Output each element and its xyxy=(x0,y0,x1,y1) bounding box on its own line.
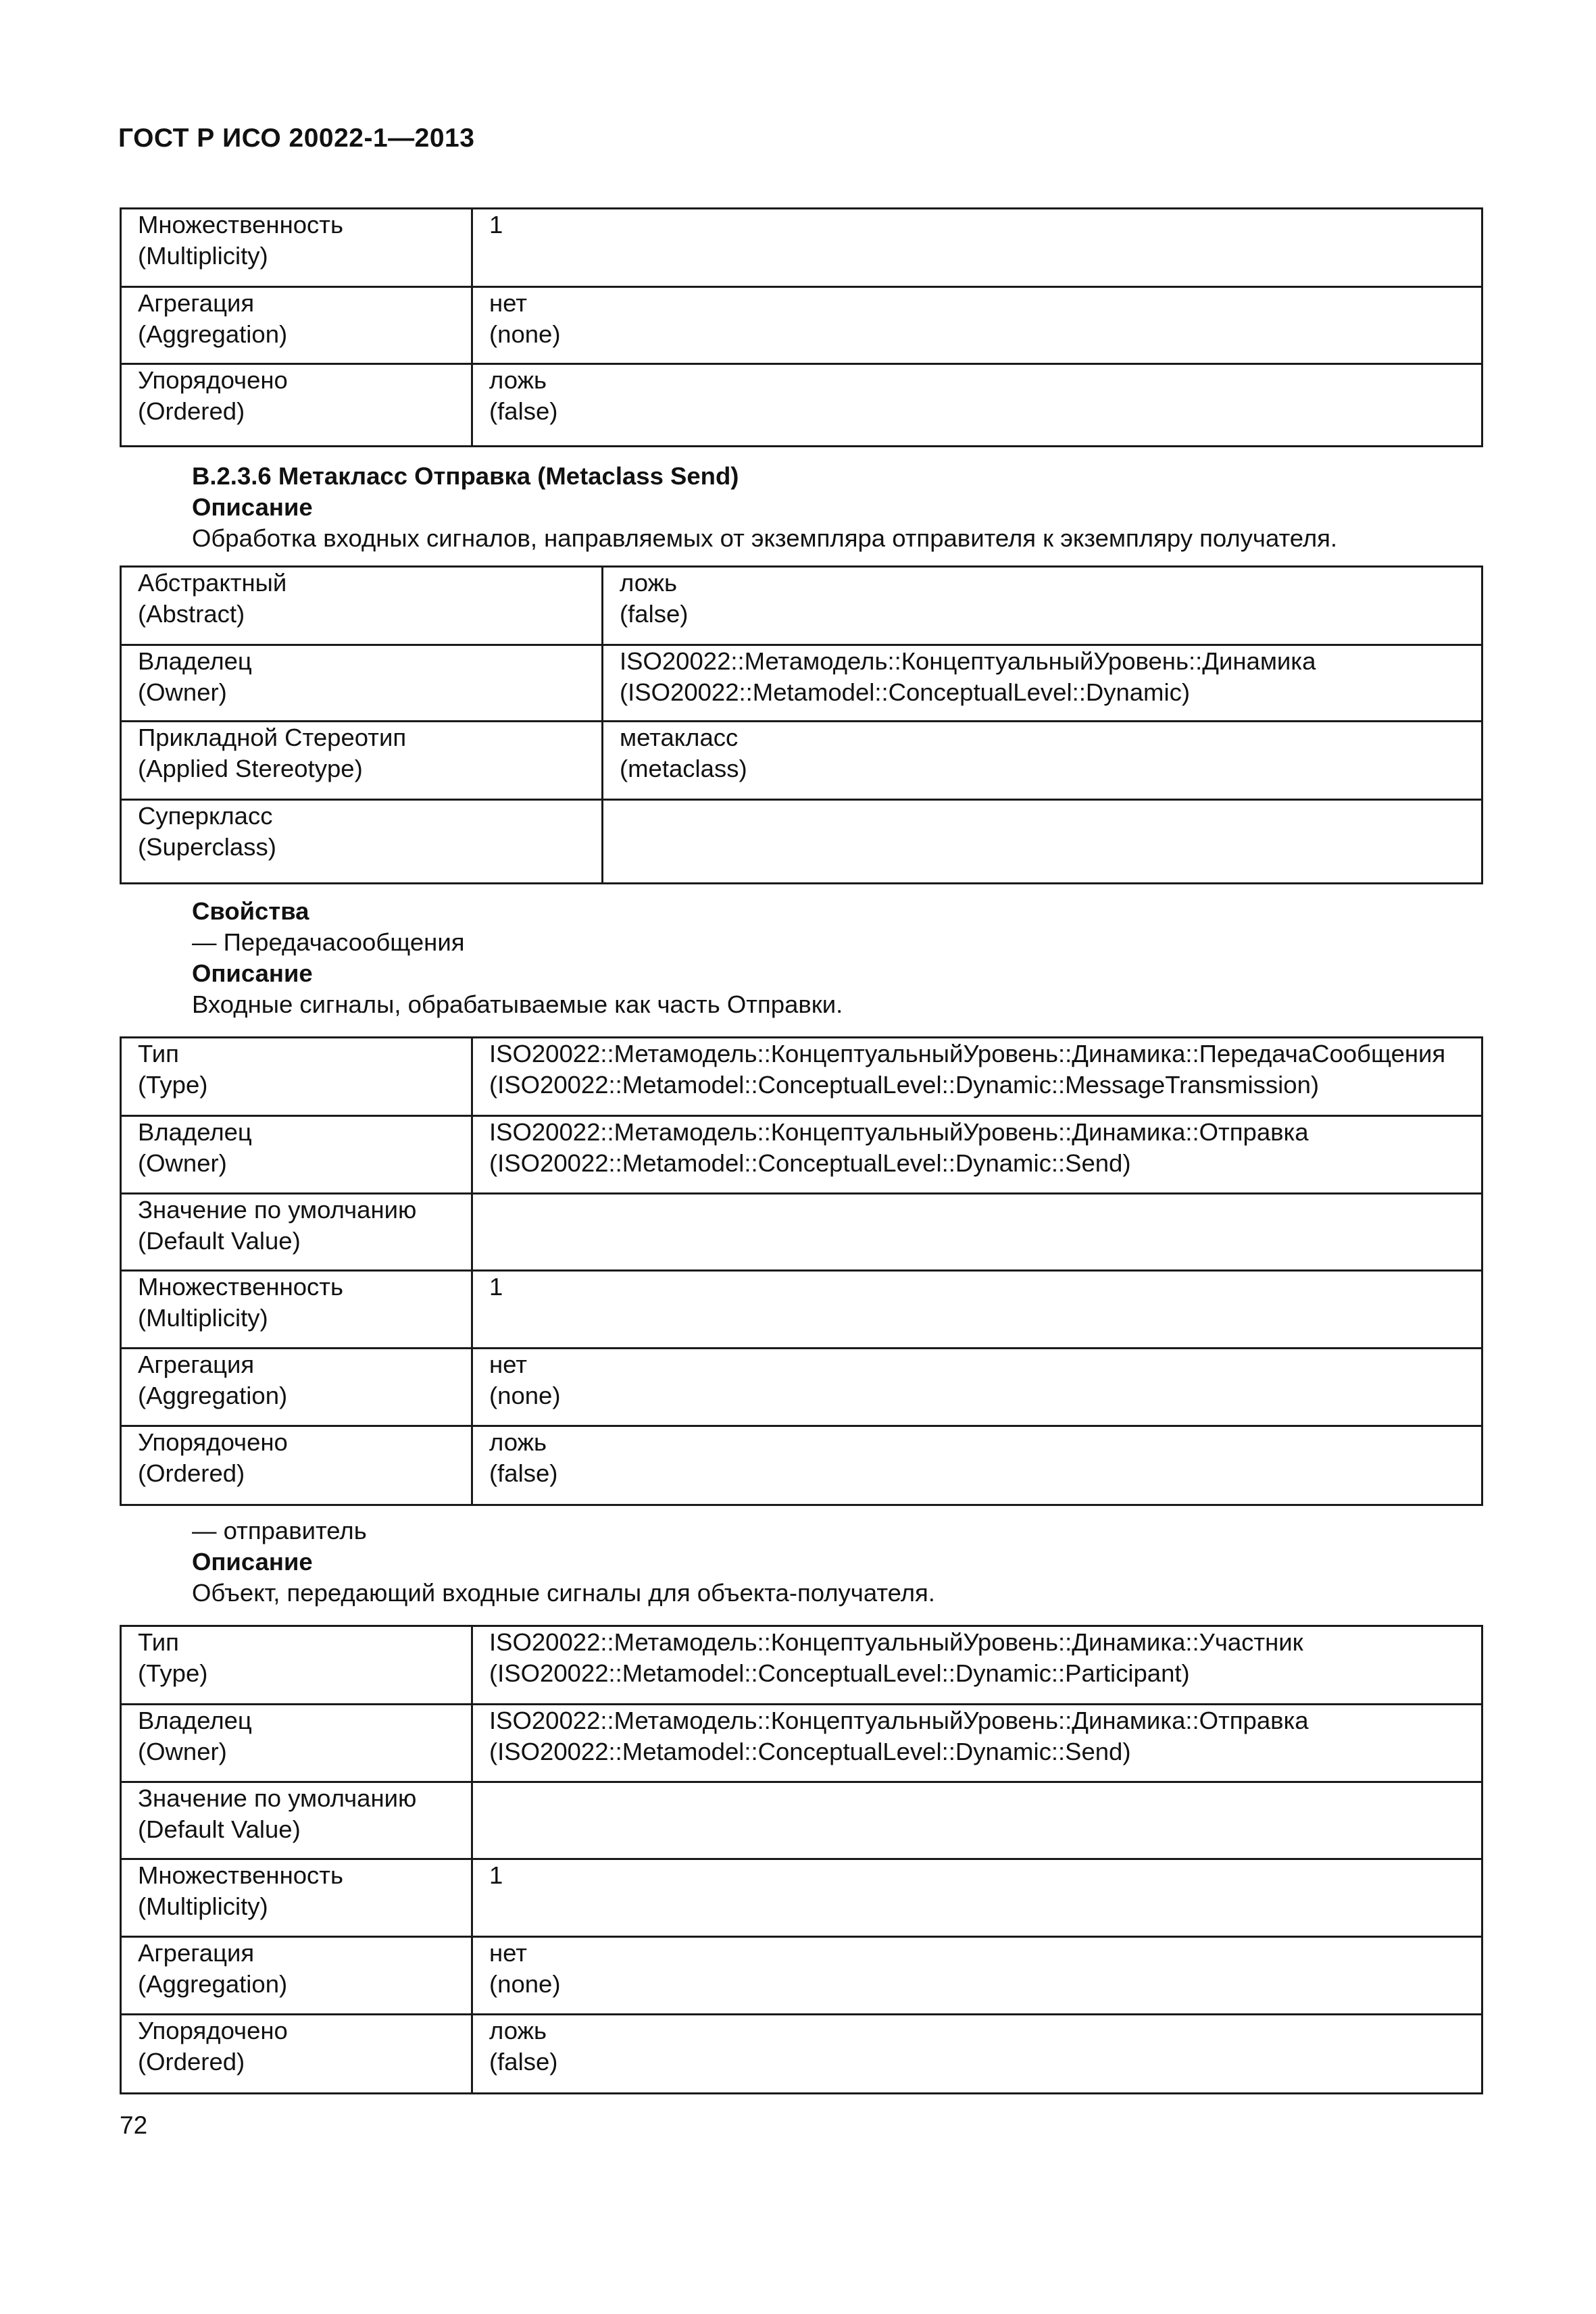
properties-block xyxy=(192,896,1476,1020)
table-row xyxy=(121,645,1482,722)
description-text: Объект, передающий входные сигналы для объекта-получателя. xyxy=(192,1579,935,1607)
table-row xyxy=(121,1038,1482,1116)
property-value-cell xyxy=(472,1782,1482,1859)
property-value-cell xyxy=(472,287,1482,364)
property-value-en: (false) xyxy=(489,1459,558,1487)
table-row xyxy=(121,1194,1482,1271)
property-key-cell xyxy=(121,1426,472,1505)
property-value-ru: ISO20022::Метамодель::КонцептуальныйУровень::Динамика::Участник xyxy=(489,1628,1303,1656)
property-value-en: (none) xyxy=(489,320,561,348)
section-block xyxy=(192,461,1476,554)
description-label: Описание xyxy=(192,959,313,987)
property-value-cell xyxy=(472,1116,1482,1194)
property-value-cell xyxy=(472,1705,1482,1782)
property-key-en: (Ordered) xyxy=(138,1459,245,1487)
property-value-cell xyxy=(472,1426,1482,1505)
property-key-en: (Ordered) xyxy=(138,2048,245,2076)
property-value-ru: ложь xyxy=(620,569,678,597)
property-value-cell xyxy=(472,1194,1482,1271)
table-row xyxy=(121,1782,1482,1859)
property-key-ru: Агрегация xyxy=(138,1939,255,1967)
property-value-ru: метакласс xyxy=(620,724,739,751)
property-item: — Передачасообщения xyxy=(192,928,465,956)
property-key-cell xyxy=(121,645,603,722)
table-row xyxy=(121,722,1482,800)
property-key-en: (Multiplicity) xyxy=(138,1304,268,1332)
property-value-cell xyxy=(472,1349,1482,1426)
property-value-ru: ISO20022::Метамодель::КонцептуальныйУровень::Динамика xyxy=(620,647,1316,675)
property-key-ru: Значение по умолчанию xyxy=(138,1196,417,1224)
property-key-en: (Owner) xyxy=(138,678,227,706)
property-value-en: (false) xyxy=(620,600,689,628)
property-key-ru: Упорядочено xyxy=(138,366,288,394)
property-value-ru: ложь xyxy=(489,2017,547,2044)
sender-block xyxy=(192,1515,1476,1609)
property-value-cell xyxy=(472,209,1482,287)
property-value-ru: 1 xyxy=(489,1861,503,1889)
description-label: Описание xyxy=(192,493,313,521)
property-key-cell xyxy=(121,1626,472,1705)
property-key-ru: Агрегация xyxy=(138,289,255,317)
property-key-ru: Владелец xyxy=(138,1707,252,1734)
property-key-en: (Type) xyxy=(138,1659,208,1687)
property-key-cell xyxy=(121,1705,472,1782)
property-key-cell xyxy=(121,1859,472,1937)
property-key-cell xyxy=(121,1116,472,1194)
property-value-ru: ложь xyxy=(489,1428,547,1456)
property-key-cell xyxy=(121,209,472,287)
property-value-en: (false) xyxy=(489,2048,558,2076)
property-key-en: (Multiplicity) xyxy=(138,242,268,270)
description-label: Описание xyxy=(192,1548,313,1576)
property-key-cell xyxy=(121,2015,472,2094)
property-value-cell xyxy=(472,364,1482,447)
property-key-cell xyxy=(121,1194,472,1271)
property-value-ru: ISO20022::Метамодель::КонцептуальныйУровень::Динамика::ПередачаСообщения xyxy=(489,1040,1446,1067)
table-row xyxy=(121,800,1482,884)
property-key-en: (Default Value) xyxy=(138,1227,301,1255)
property-value-en: (ISO20022::Metamodel::ConceptualLevel::Dynamic::MessageTransmission) xyxy=(489,1071,1320,1099)
property-key-en: (Ordered) xyxy=(138,397,245,425)
property-key-ru: Тип xyxy=(138,1628,179,1656)
table-row xyxy=(121,1116,1482,1194)
property-value-en: (metaclass) xyxy=(620,755,747,782)
property-value-cell xyxy=(472,1626,1482,1705)
property-value-ru: ISO20022::Метамодель::КонцептуальныйУровень::Динамика::Отправка xyxy=(489,1707,1309,1734)
table-row xyxy=(121,364,1482,447)
property-key-ru: Владелец xyxy=(138,647,252,675)
property-value-ru: нет xyxy=(489,289,527,317)
table-row xyxy=(121,209,1482,287)
property-key-ru: Множественность xyxy=(138,1273,344,1301)
property-key-cell xyxy=(121,1937,472,2015)
property-value-en: (ISO20022::Metamodel::ConceptualLevel::Dynamic) xyxy=(620,678,1190,706)
property-value-cell xyxy=(472,1859,1482,1937)
table-row xyxy=(121,1705,1482,1782)
property-key-ru: Значение по умолчанию xyxy=(138,1784,417,1812)
property-key-ru: Агрегация xyxy=(138,1351,255,1378)
property-value-ru: нет xyxy=(489,1351,527,1378)
table-row xyxy=(121,287,1482,364)
property-key-cell xyxy=(121,1349,472,1426)
property-key-en: (Aggregation) xyxy=(138,1970,288,1998)
table-row xyxy=(121,1426,1482,1505)
property-value-cell xyxy=(472,1937,1482,2015)
property-key-cell xyxy=(121,1782,472,1859)
properties-label: Свойства xyxy=(192,897,309,925)
property-key-en: (Type) xyxy=(138,1071,208,1099)
property-key-en: (Owner) xyxy=(138,1149,227,1177)
property-key-en: (Default Value) xyxy=(138,1815,301,1843)
table-row xyxy=(121,1349,1482,1426)
property-key-en: (Applied Stereotype) xyxy=(138,755,363,782)
table-row xyxy=(121,567,1482,645)
property-value-cell xyxy=(603,800,1482,884)
property-key-ru: Упорядочено xyxy=(138,2017,288,2044)
property-item: — отправитель xyxy=(192,1517,367,1544)
section-heading: В.2.3.6 Метакласс Отправка (Metaclass Send) xyxy=(192,462,739,490)
property-key-ru: Упорядочено xyxy=(138,1428,288,1456)
property-key-ru: Множественность xyxy=(138,211,344,238)
property-key-cell xyxy=(121,287,472,364)
table-row xyxy=(121,1859,1482,1937)
property-value-en: (ISO20022::Metamodel::ConceptualLevel::Dynamic::Send) xyxy=(489,1738,1131,1765)
properties-table-1 xyxy=(120,207,1483,447)
property-value-en: (false) xyxy=(489,397,558,425)
property-key-cell xyxy=(121,364,472,447)
property-key-cell xyxy=(121,1038,472,1116)
property-value-en: (none) xyxy=(489,1970,561,1998)
description-text: Входные сигналы, обрабатываемые как часть Отправки. xyxy=(192,990,843,1018)
property-value-cell xyxy=(472,1038,1482,1116)
table-row xyxy=(121,2015,1482,2094)
property-key-ru: Тип xyxy=(138,1040,179,1067)
property-key-en: (Abstract) xyxy=(138,600,245,628)
property-key-en: (Multiplicity) xyxy=(138,1892,268,1920)
property-key-ru: Абстрактный xyxy=(138,569,287,597)
table-row xyxy=(121,1626,1482,1705)
property-value-en: (ISO20022::Metamodel::ConceptualLevel::Dynamic::Participant) xyxy=(489,1659,1190,1687)
property-key-cell xyxy=(121,567,603,645)
property-value-ru: ложь xyxy=(489,366,547,394)
property-key-cell xyxy=(121,722,603,800)
properties-table-4 xyxy=(120,1625,1483,2094)
description-text: Обработка входных сигналов, направляемых от экземпляра отправителя к экземпляру получателя. xyxy=(192,524,1338,552)
property-value-en: (ISO20022::Metamodel::ConceptualLevel::Dynamic::Send) xyxy=(489,1149,1131,1177)
property-key-en: (Superclass) xyxy=(138,833,276,861)
property-key-ru: Владелец xyxy=(138,1118,252,1146)
page-number: 72 xyxy=(120,2111,148,2139)
properties-table-2 xyxy=(120,565,1483,884)
property-value-en: (none) xyxy=(489,1382,561,1409)
properties-table-3 xyxy=(120,1036,1483,1506)
property-value-cell xyxy=(603,567,1482,645)
property-value-ru: ISO20022::Метамодель::КонцептуальныйУровень::Динамика::Отправка xyxy=(489,1118,1309,1146)
property-value-cell xyxy=(603,722,1482,800)
property-value-ru: нет xyxy=(489,1939,527,1967)
property-key-en: (Aggregation) xyxy=(138,1382,288,1409)
property-key-cell xyxy=(121,1271,472,1349)
property-key-ru: Прикладной Стереотип xyxy=(138,724,407,751)
table-row xyxy=(121,1271,1482,1349)
property-value-ru: 1 xyxy=(489,211,503,238)
property-key-ru: Множественность xyxy=(138,1861,344,1889)
table-row xyxy=(121,1937,1482,2015)
document-header: ГОСТ Р ИСО 20022-1—2013 xyxy=(118,124,475,153)
property-key-cell xyxy=(121,800,603,884)
property-key-en: (Owner) xyxy=(138,1738,227,1765)
property-value-ru: 1 xyxy=(489,1273,503,1301)
property-key-ru: Суперкласс xyxy=(138,802,273,830)
property-key-en: (Aggregation) xyxy=(138,320,288,348)
property-value-cell xyxy=(603,645,1482,722)
property-value-cell xyxy=(472,2015,1482,2094)
property-value-cell xyxy=(472,1271,1482,1349)
